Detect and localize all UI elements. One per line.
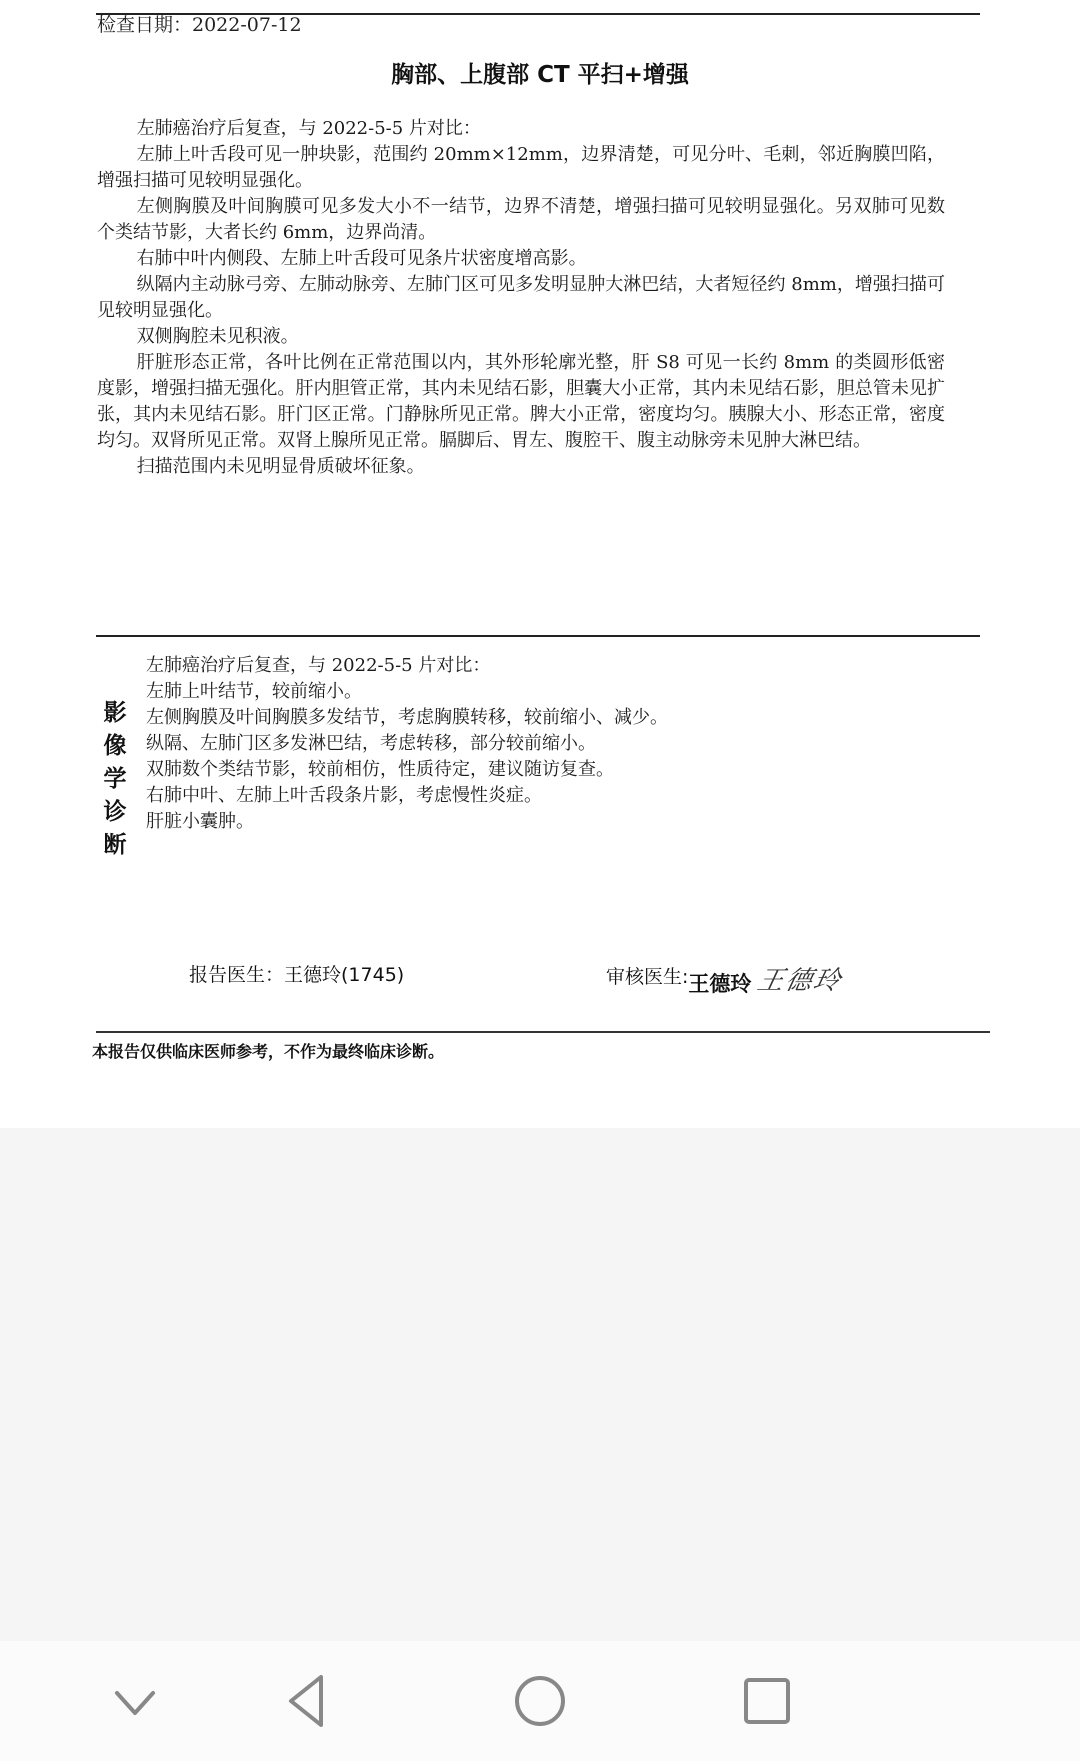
disclaimer: 本报告仅供临床医师参考，不作为最终临床诊断。 — [92, 1042, 445, 1061]
findings-paragraph: 左侧胸膜及叶间胸膜可见多发大小不一结节，边界不清楚，增强扫描可见较明显强化。另双肺可见数个类结节影，大者长约 6mm，边界尚清。 — [97, 196, 945, 243]
reporting-doctor-label: 报告医生： — [189, 964, 285, 986]
reviewing-doctor — [606, 961, 846, 996]
impression-line: 肝脏小囊肿。 — [146, 811, 254, 832]
system-navbar — [0, 1641, 1080, 1761]
findings-section — [97, 116, 945, 480]
home-button[interactable] — [500, 1661, 580, 1741]
back-triangle-icon — [267, 1661, 347, 1741]
impression-section — [146, 653, 946, 835]
hide-nav-button[interactable] — [95, 1661, 175, 1741]
impression-line: 左肺癌治疗后复查，与 2022-5-5 片对比： — [146, 655, 491, 676]
impression-line: 左肺上叶结节，较前缩小。 — [146, 681, 362, 702]
label-char: 学 — [103, 766, 127, 792]
impression-label — [100, 697, 130, 862]
findings-paragraph: 右肺中叶内侧段、左肺上叶舌段可见条片状密度增高影。 — [136, 248, 587, 269]
section-divider — [96, 635, 980, 637]
label-char: 影 — [103, 700, 127, 726]
label-char: 断 — [103, 832, 127, 858]
findings-paragraph: 纵隔内主动脉弓旁、左肺动脉旁、左肺门区可见多发明显肿大淋巴结，大者短径约 8mm，增强扫描可见较明显强化。 — [97, 274, 945, 321]
reviewing-doctor-label: 审核医生: — [606, 966, 689, 988]
reporting-doctor-name: 王德玲(1745) — [284, 964, 405, 986]
impression-line: 左侧胸膜及叶间胸膜多发结节，考虑胸膜转移，较前缩小、减少。 — [146, 707, 668, 728]
label-char: 像 — [103, 733, 127, 759]
label-char: 诊 — [103, 799, 127, 825]
reporting-doctor — [189, 961, 404, 989]
impression-line: 双肺数个类结节影，较前相仿，性质待定，建议随访复查。 — [146, 759, 614, 780]
handwritten-signature: 王德玲 — [754, 966, 846, 996]
back-button[interactable] — [267, 1661, 347, 1741]
recents-square-icon — [727, 1661, 807, 1741]
findings-paragraph: 左肺上叶舌段可见一肿块影，范围约 20mm×12mm，边界清楚，可见分叶、毛刺，邻近胸膜凹陷，增强扫描可见较明显强化。 — [97, 144, 945, 191]
reviewing-doctor-name: 王德玲 — [688, 972, 752, 996]
home-circle-icon — [500, 1661, 580, 1741]
bottom-rule — [96, 1031, 990, 1033]
impression-line: 纵隔、左肺门区多发淋巴结，考虑转移，部分较前缩小。 — [146, 733, 596, 754]
impression-line: 右肺中叶、左肺上叶舌段条片影，考虑慢性炎症。 — [146, 785, 542, 806]
findings-paragraph: 扫描范围内未见明显骨质破坏征象。 — [136, 456, 425, 477]
findings-paragraph: 左肺癌治疗后复查，与 2022-5-5 片对比： — [136, 118, 481, 139]
exam-date: 检查日期：2022-07-12 — [97, 14, 302, 36]
findings-paragraph: 肝脏形态正常，各叶比例在正常范围以内，其外形轮廓光整，肝 S8 可见一长约 8mm 的类圆形低密度影，增强扫描无强化。肝内胆管正常，其内未见结石影，胆囊大小正常，其内未见结石影，胆总管未见扩张，其内未见结石影。肝门区正常。门静脉所见正常。脾大小正常，密度均匀。胰腺大小、形态正常，密度均匀。双肾所见正常。双肾上腺所见正常。膈脚后、胃左、腹腔干、腹主动脉旁未见肿大淋巴结。 — [97, 352, 945, 451]
findings-paragraph: 双侧胸腔未见积液。 — [136, 326, 299, 347]
recents-button[interactable] — [727, 1661, 807, 1741]
report-title: 胸部、上腹部 CT 平扫+增强 — [391, 62, 689, 88]
chevron-down-icon — [95, 1661, 175, 1741]
